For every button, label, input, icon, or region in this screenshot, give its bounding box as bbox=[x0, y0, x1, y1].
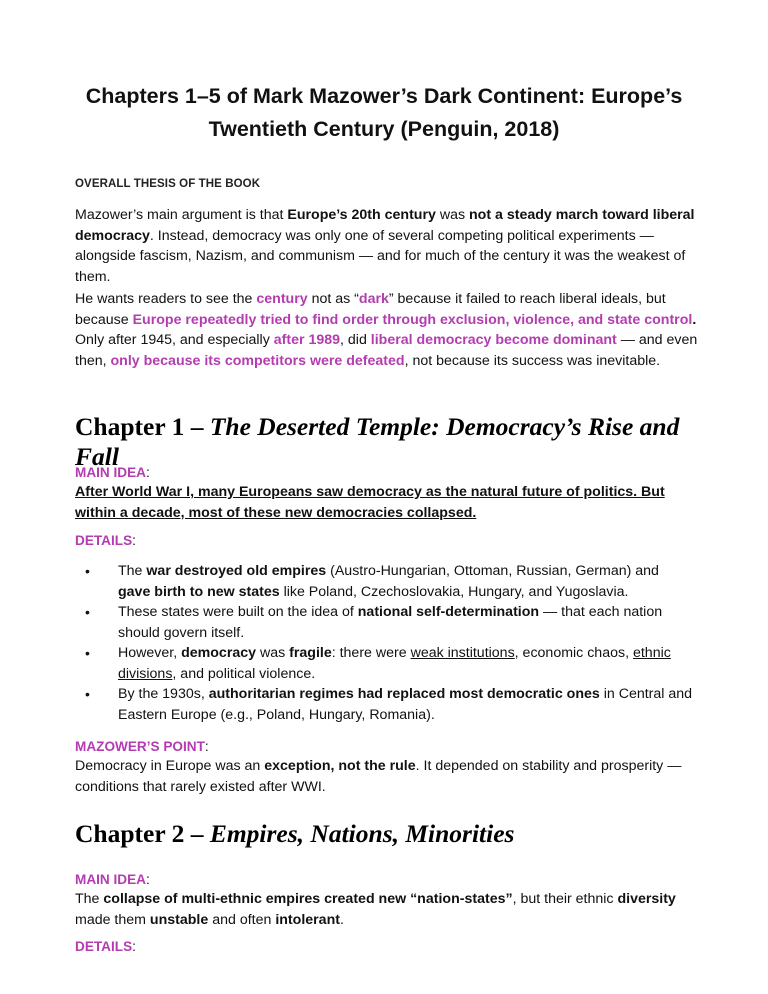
text-run: , economic chaos, bbox=[514, 645, 633, 661]
text-run: . Instead, democracy was only one of several competing political experiments — alongside fascism, Nazism, and communism — and for much of the century it was the weakest of them. bbox=[75, 227, 686, 285]
bold-run: exception, not the rule bbox=[264, 758, 416, 774]
bold-run: Europe’s 20th century bbox=[287, 207, 436, 223]
text-run: , not because its success was inevitable. bbox=[404, 352, 661, 369]
bullet-dot-icon: • bbox=[85, 604, 90, 620]
text-run: Democracy in Europe was an bbox=[75, 758, 265, 774]
label-text: MAIN IDEA bbox=[75, 465, 146, 480]
text-run: — and even then, bbox=[75, 332, 698, 369]
thesis-label: OVERALL THESIS OF THE BOOK bbox=[75, 178, 261, 190]
title-line-2: Twentieth Century (Penguin, 2018) bbox=[208, 117, 560, 141]
bold-run: gave birth to new states bbox=[118, 583, 280, 600]
list-item bbox=[75, 602, 695, 643]
highlight-run: dark bbox=[358, 291, 389, 307]
highlight-run: after 1989 bbox=[273, 332, 341, 348]
bold-run: collapse of multi-ethnic empires created new “nation-states” bbox=[103, 891, 513, 907]
ch2-details-label bbox=[75, 938, 136, 956]
underline-run: weak institutions bbox=[410, 645, 515, 661]
text-run: . It depended on stability and prosperity — conditions that rarely existed after WWI. bbox=[75, 758, 682, 795]
text-run: and often bbox=[208, 911, 276, 928]
bullet-dot-icon: • bbox=[85, 645, 90, 661]
highlight-run: only because its competitors were defeated bbox=[110, 352, 405, 369]
text-run: like Poland, Czechoslovakia, Hungary, and Yugoslavia. bbox=[279, 583, 629, 600]
label-colon: : bbox=[146, 872, 150, 887]
text-run: was bbox=[256, 645, 290, 661]
text-run: , but their ethnic bbox=[512, 891, 618, 907]
bold-run: not a steady march toward liberal democracy bbox=[75, 207, 695, 244]
bold-run: war destroyed old empires bbox=[146, 563, 327, 579]
ch2-main-idea-text bbox=[75, 889, 705, 930]
bold-run: diversity bbox=[617, 891, 676, 907]
bold-run: intolerant bbox=[275, 911, 340, 928]
list-item bbox=[75, 684, 695, 725]
highlight-run: century bbox=[256, 291, 308, 307]
highlight-run: liberal democracy become dominant bbox=[370, 332, 617, 348]
text-run: He wants readers to see the bbox=[75, 291, 257, 307]
text-run: in Central and Eastern Europe (e.g., Poland, Hungary, Romania). bbox=[118, 686, 693, 723]
ch2-main-idea-label bbox=[75, 871, 150, 889]
highlight-run: Europe repeatedly tried to find order through exclusion, violence, and state control bbox=[132, 311, 693, 328]
list-item bbox=[75, 643, 695, 684]
chapter-title: The Deserted Temple: Democracy’s Rise and Fall bbox=[75, 412, 680, 471]
chapter-title: Empires, Nations, Minorities bbox=[209, 819, 515, 848]
ch1-main-idea-text: After World War I, many Europeans saw democracy as the natural future of politics. But within a decade, most of these new democracies collapsed. bbox=[75, 484, 665, 521]
label-text: MAIN IDEA bbox=[75, 872, 146, 887]
page-title bbox=[40, 80, 728, 146]
bullet-dot-icon: • bbox=[85, 686, 90, 702]
text-run: was bbox=[435, 207, 469, 223]
thesis-paragraph-2 bbox=[75, 289, 705, 371]
label-colon: : bbox=[132, 533, 136, 548]
bold-run: fragile bbox=[289, 645, 332, 661]
text-run: : there were bbox=[331, 645, 411, 661]
text-run: By the 1930s, bbox=[118, 686, 209, 702]
text-run: made them bbox=[75, 911, 150, 928]
text-run: (Austro-Hungarian, Ottoman, Russian, German) and bbox=[326, 563, 659, 579]
ch1-main-idea-label bbox=[75, 464, 150, 482]
bold-run: . bbox=[692, 311, 697, 328]
text-run: These states were built on the idea of bbox=[118, 604, 358, 620]
bold-run: democracy bbox=[181, 645, 257, 661]
text-run: not as “ bbox=[307, 291, 359, 307]
text-run: — that each nation should govern itself. bbox=[118, 604, 663, 641]
text-run: The bbox=[118, 563, 147, 579]
ch1-details-label bbox=[75, 532, 136, 550]
ch1-point-text bbox=[75, 756, 705, 797]
bold-run: authoritarian regimes had replaced most democratic ones bbox=[208, 686, 600, 702]
label-text: DETAILS bbox=[75, 533, 133, 548]
label-text: MAZOWER’S POINT bbox=[75, 739, 205, 754]
text-run: Only after 1945, and especially bbox=[75, 332, 274, 348]
text-run: Mazower’s main argument is that bbox=[75, 207, 288, 223]
chapter-2-heading bbox=[75, 819, 725, 849]
ch1-details-list bbox=[75, 561, 695, 725]
text-run: The bbox=[75, 891, 104, 907]
text-run: , and political violence. bbox=[172, 665, 316, 682]
label-colon: : bbox=[146, 465, 150, 480]
text-run: ” because it failed to reach liberal ideals, but because bbox=[75, 291, 666, 328]
label-colon: : bbox=[204, 739, 209, 754]
text-run: . bbox=[339, 911, 344, 928]
bold-run: unstable bbox=[149, 911, 209, 928]
chapter-number: Chapter 2 – bbox=[75, 819, 210, 848]
label-text: DETAILS bbox=[75, 939, 133, 954]
text-run: , did bbox=[340, 332, 371, 348]
list-item bbox=[75, 561, 695, 602]
chapter-number: Chapter 1 – bbox=[75, 412, 210, 441]
label-colon: : bbox=[132, 939, 136, 954]
ch1-point-label bbox=[75, 738, 209, 756]
bold-run: national self-determination bbox=[357, 604, 540, 620]
title-line-1: Chapters 1–5 of Mark Mazower’s Dark Continent: Europe’s bbox=[85, 84, 683, 108]
thesis-paragraph-1 bbox=[75, 205, 705, 287]
text-run: However, bbox=[118, 645, 182, 661]
chapter-1-heading bbox=[75, 412, 725, 472]
underline-run: ethnic divisions bbox=[118, 645, 671, 682]
bullet-dot-icon: • bbox=[85, 563, 90, 579]
